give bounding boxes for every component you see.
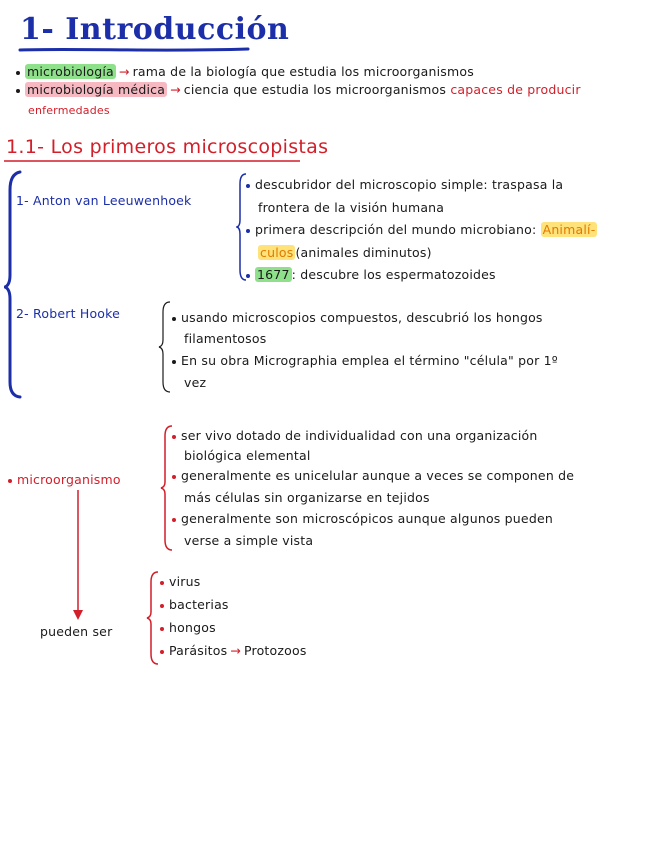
hooke-bullet-1b: filamentosos — [184, 331, 267, 346]
pueden-item-0: virus — [160, 574, 200, 589]
micro-brace — [160, 424, 174, 552]
down-arrow — [70, 488, 86, 624]
micro-bullet-1b: biológica elemental — [184, 448, 311, 463]
def-microbiologia-medica: ciencia que estudia los microorganismos — [183, 82, 447, 97]
term-microbiologia: microbiología — [27, 64, 114, 79]
year-1677: 1677 — [257, 267, 290, 282]
pueden-item-1: bacterias — [160, 597, 229, 612]
hooke-bullet-1: usando microscopios compuestos, descubrió los hongos — [172, 310, 543, 325]
hooke-name: 2- Robert Hooke — [16, 306, 121, 321]
hooke-brace — [158, 300, 172, 394]
hooke-bullet-2b: vez — [184, 375, 207, 390]
intro-line-1: microbiología → rama de la biología que estudia los microorganismos — [16, 64, 474, 79]
micro-bullet-2b: más células sin organizarse en tejidos — [184, 490, 430, 505]
hooke-bullet-2: En su obra Micrographia emplea el término "célula" por 1º — [172, 353, 558, 368]
micro-bullet-3b: verse a simple vista — [184, 533, 314, 548]
title-underline — [18, 46, 250, 54]
leeuwenhoek-name: 1- Anton van Leeuwenhoek — [16, 193, 192, 208]
pueden-item-2: hongos — [160, 620, 216, 635]
pueden-brace — [146, 570, 160, 666]
pueden-ser-label: pueden ser — [40, 624, 113, 639]
microorganismo-label: microorganismo — [8, 472, 121, 487]
section-title: 1.1- Los primeros microscopistas — [6, 136, 329, 158]
def-red-enfermedades: enfermedades — [28, 104, 110, 117]
def-red-part: capaces de producir — [450, 82, 581, 97]
leeuwenhoek-bullet-1b: frontera de la visión humana — [258, 200, 445, 215]
leeuwenhoek-bullet-2: primera descripción del mundo microbiano: Animalí- — [246, 222, 597, 237]
micro-bullet-1: ser vivo dotado de individualidad con una organización — [172, 428, 538, 443]
intro-line-2: microbiología médica → ciencia que estudia los microorganismos capaces de producir — [16, 82, 581, 97]
page-title: 1- Introducción — [20, 12, 290, 47]
leeuwenhoek-bullet-1: descubridor del microscopio simple: traspasa la — [246, 177, 563, 192]
leeuwenhoek-bullet-2b: culos (animales diminutos) — [260, 245, 432, 260]
pueden-item-3: Parásitos → Protozoos — [160, 643, 307, 658]
term-microbiologia-medica: microbiología médica — [27, 82, 166, 97]
leeuwenhoek-bullet-3: 1677 : descubre los espermatozoides — [246, 267, 496, 282]
section-underline — [2, 158, 302, 164]
micro-bullet-2: generalmente es unicelular aunque a veces se componen de — [172, 468, 574, 483]
micro-bullet-3: generalmente son microscópicos aunque algunos pueden — [172, 511, 553, 526]
def-microbiologia: rama de la biología que estudia los microorganismos — [132, 64, 474, 79]
